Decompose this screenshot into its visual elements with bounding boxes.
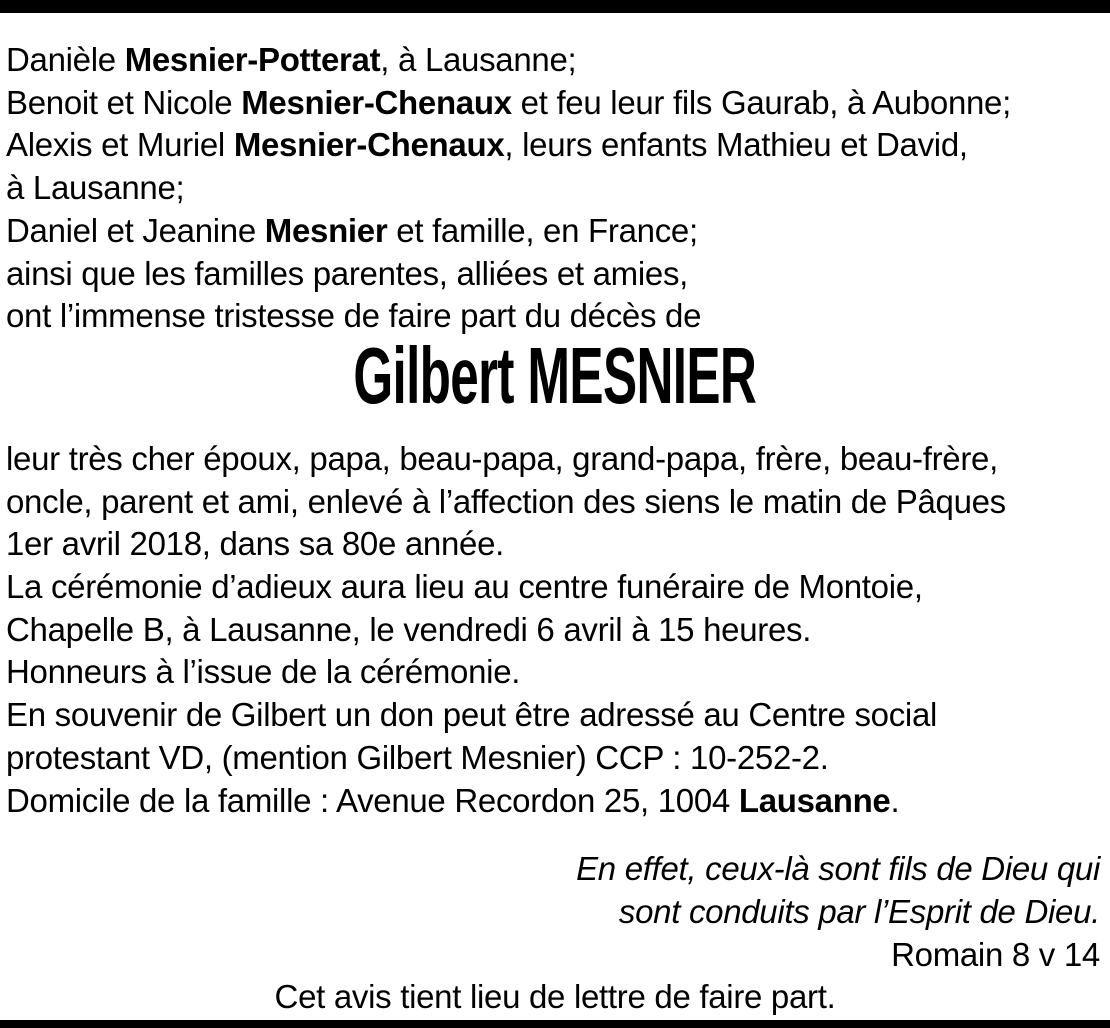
body-line: leur très cher époux, papa, beau-papa, grand-papa, frère, beau-frère, — [6, 439, 998, 477]
body-line: En souvenir de Gilbert un don peut être adressé au Centre social — [6, 696, 938, 734]
intro-text: Benoit et Nicole — [6, 83, 242, 121]
family-name: Mesnier-Chenaux — [233, 126, 505, 164]
intro-text: et famille, en France; — [387, 211, 698, 249]
body-line: Chapelle B, à Lausanne, le vendredi 6 avril à 15 heures. — [6, 610, 812, 648]
intro-line — [6, 253, 1104, 296]
bottom-border-bar — [0, 1020, 1110, 1028]
intro-line — [6, 39, 1104, 82]
closing-line: Cet avis tient lieu de lettre de faire part. — [274, 978, 836, 1016]
domicile-text: . — [890, 781, 900, 819]
deceased-name — [6, 330, 1104, 420]
quote-reference: Romain 8 v 14 — [891, 935, 1100, 973]
domicile-city: Lausanne — [738, 781, 891, 819]
body-line: protestant VD, (mention Gilbert Mesnier) CCP : 10-252-2. — [6, 738, 829, 776]
family-name: Mesnier — [264, 211, 388, 249]
intro-text: à Lausanne; — [6, 169, 185, 207]
intro-line — [6, 124, 1104, 167]
intro-text: Alexis et Muriel — [6, 126, 234, 164]
intro-text: , à Lausanne; — [380, 41, 577, 78]
intro-text: Daniel et Jeanine — [6, 211, 265, 249]
body-line: La cérémonie d’adieux aura lieu au centre funéraire de Montoie, — [6, 568, 923, 606]
intro-text: et feu leur fils Gaurab, à Aubonne; — [511, 83, 1011, 121]
intro-text: ainsi que les familles parentes, alliées et amies, — [6, 254, 689, 292]
top-border-bar — [0, 0, 1110, 13]
deceased-name-text: Gilbert MESNIER — [353, 330, 757, 420]
quote-line: En effet, ceux-là sont fils de Dieu qui — [576, 850, 1100, 888]
intro-line — [6, 210, 1104, 253]
family-name: Mesnier-Chenaux — [241, 83, 512, 121]
scripture-quote-block — [6, 848, 1104, 976]
intro-text: Danièle — [6, 41, 125, 78]
obituary-notice — [0, 13, 1110, 1019]
intro-line — [6, 82, 1104, 125]
body-line: Honneurs à l’issue de la cérémonie. — [6, 653, 521, 691]
domicile-text: Domicile de la famille : Avenue Recordon 25, 1004 — [6, 781, 739, 819]
intro-text: ont l’immense tristesse de faire part du décès de — [6, 297, 702, 335]
body-line: oncle, parent et ami, enlevé à l’affection des siens le matin de Pâques — [6, 482, 1006, 520]
intro-text: , leurs enfants Mathieu et David, — [504, 126, 968, 164]
family-intro-block — [6, 39, 1104, 338]
family-name: Mesnier-Potterat — [124, 41, 381, 78]
domicile-line — [6, 780, 1104, 823]
notice-body-block — [6, 438, 1104, 822]
quote-line: sont conduits par l’Esprit de Dieu. — [618, 892, 1100, 930]
intro-line — [6, 167, 1104, 210]
body-line: 1er avril 2018, dans sa 80e année. — [6, 525, 504, 563]
